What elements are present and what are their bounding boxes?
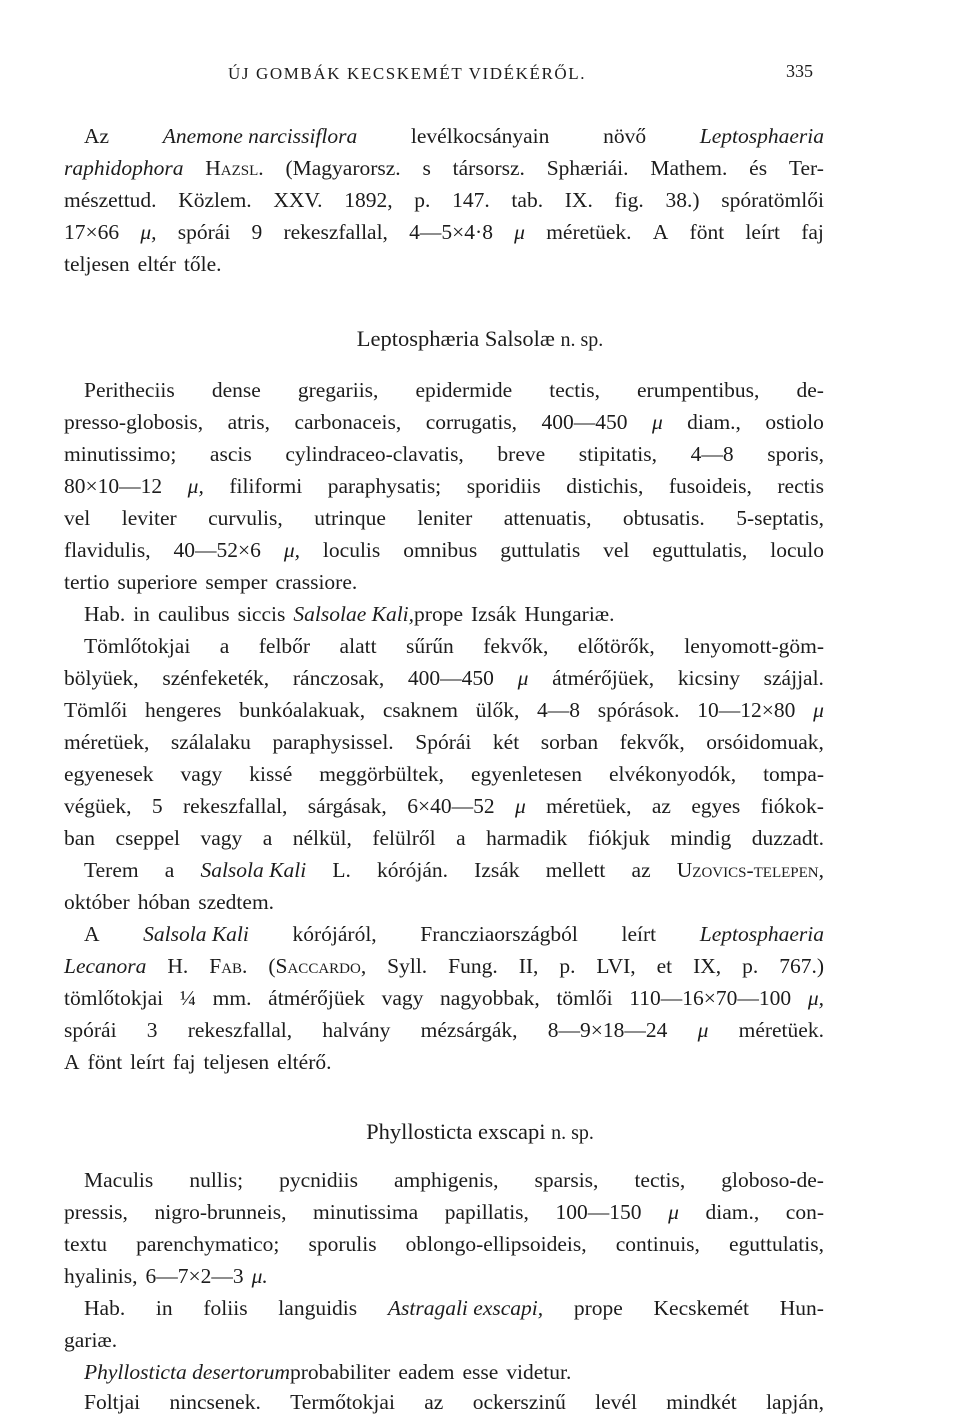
text-line: teljesen eltér tőle.	[64, 252, 222, 276]
text-line: méretüek, szálalaku paraphysissel. Spórái két sorban fekvők, orsóidomuak,	[64, 730, 824, 754]
text-line: tömlőtokjai ¼ mm. átmérőjüek vagy nagyobbak, tömlői 110—16×70—100 μ,	[64, 986, 824, 1010]
text-line: pressis, nigro-brunneis, minutissima papillatis, 100—150 μ diam., con-	[64, 1200, 824, 1224]
text-line: Phyllosticta desertorum probabiliter eadem esse videtur.	[84, 1360, 572, 1384]
text-line: mészettud. Közlem. XXV. 1892, p. 147. tab. IX. fig. 38.) spóratömlői	[64, 188, 824, 212]
text-line: Hab. in caulibus siccis Salsolae Kali, prope Izsák Hungariæ.	[84, 602, 615, 626]
text-line: minutissimo; ascis cylindraceo-clavatis, breve stipitatis, 4—8 sporis,	[64, 442, 824, 466]
text-line: 17×66 μ, spórái 9 rekeszfallal, 4—5×4·8 μ méretüek. A fönt leírt faj	[64, 220, 824, 244]
text-line: ban cseppel vagy a nélkül, felülről a harmadik fiókjuk mindig duzzadt.	[64, 826, 824, 850]
text-line: Peritheciis dense gregariis, epidermide tectis, erumpentibus, de-	[84, 378, 824, 402]
text-line: flavidulis, 40—52×6 μ, loculis omnibus guttulatis vel eguttulatis, loculo	[64, 538, 824, 562]
section-heading: Leptosphæria Salsolæ n. sp.	[356, 326, 604, 351]
text-line: tertio superiore semper crassiore.	[64, 570, 358, 594]
page-number: 335	[786, 61, 813, 81]
text-line: A fönt leírt faj teljesen eltérő.	[64, 1050, 332, 1074]
text-line: végüek, 5 rekeszfallal, sárgásak, 6×40—52 μ méretüek, az egyes fiókok-	[64, 794, 824, 818]
text-line: gariæ.	[64, 1328, 118, 1352]
text-line: bölyüek, szénfeketék, ránczosak, 400—450 μ átmérőjüek, kicsiny szájjal.	[64, 666, 824, 690]
text-line: hyalinis, 6—7×2—3 μ.	[64, 1264, 268, 1288]
text-line: vel leviter curvulis, utrinque leniter attenuatis, obtusatis. 5-septatis,	[64, 506, 824, 530]
text-line: október hóban szedtem.	[64, 890, 275, 914]
text-line: Maculis nullis; pycnidiis amphigenis, sparsis, tectis, globoso-de-	[84, 1168, 824, 1192]
running-head	[0, 61, 960, 88]
section-heading: Phyllosticta exscapi n. sp.	[366, 1119, 594, 1144]
text-line: Terem a Salsola Kali L. kóróján. Izsák mellett az Uzovics-telepen,	[84, 858, 824, 882]
text-line: A Salsola Kali kórójáról, Francziaországból leírt Leptosphaeria	[84, 922, 824, 946]
text-line: presso-globosis, atris, carbonaceis, corrugatis, 400—450 μ diam., ostiolo	[64, 410, 824, 434]
text-line: Hab. in foliis languidis Astragali exscapi, prope Kecskemét Hun-	[84, 1296, 824, 1320]
text-line: textu parenchymatico; sporulis oblongo-ellipsoideis, continuis, eguttulatis,	[64, 1232, 824, 1256]
running-title: ÚJ GOMBÁK KECSKEMÉT VIDÉKÉRŐL.	[228, 64, 587, 83]
text-line: Az Anemone narcissiflora levélkocsányain növő Leptosphaeria	[84, 124, 824, 148]
text-line: Foltjai nincsenek. Termőtokjai az ockerszinű levél mindkét lapján,	[84, 1390, 824, 1414]
text-line: Lecanora H. Fab. (Saccardo, Syll. Fung. II, p. LVI, et IX, p. 767.)	[64, 954, 824, 978]
text-line: raphidophora Hazsl. (Magyarorsz. s társorsz. Sphæriái. Mathem. és Ter-	[64, 156, 824, 180]
text-line: Tömlői hengeres bunkóalakuak, csaknem ülők, 4—8 spórások. 10—12×80 μ	[64, 698, 824, 722]
text-line: spórái 3 rekeszfallal, halvány mézsárgák, 8—9×18—24 μ méretüek.	[64, 1018, 824, 1042]
text-line: egyenesek vagy kissé meggörbültek, egyenletesen elvékonyodók, tompa-	[64, 762, 824, 786]
text-line: 80×10—12 μ, filiformi paraphysatis; sporidiis distichis, fusoideis, rectis	[64, 474, 824, 498]
text-line: Tömlőtokjai a felbőr alatt sűrűn fekvők, előtörők, lenyomott-göm-	[84, 634, 824, 658]
